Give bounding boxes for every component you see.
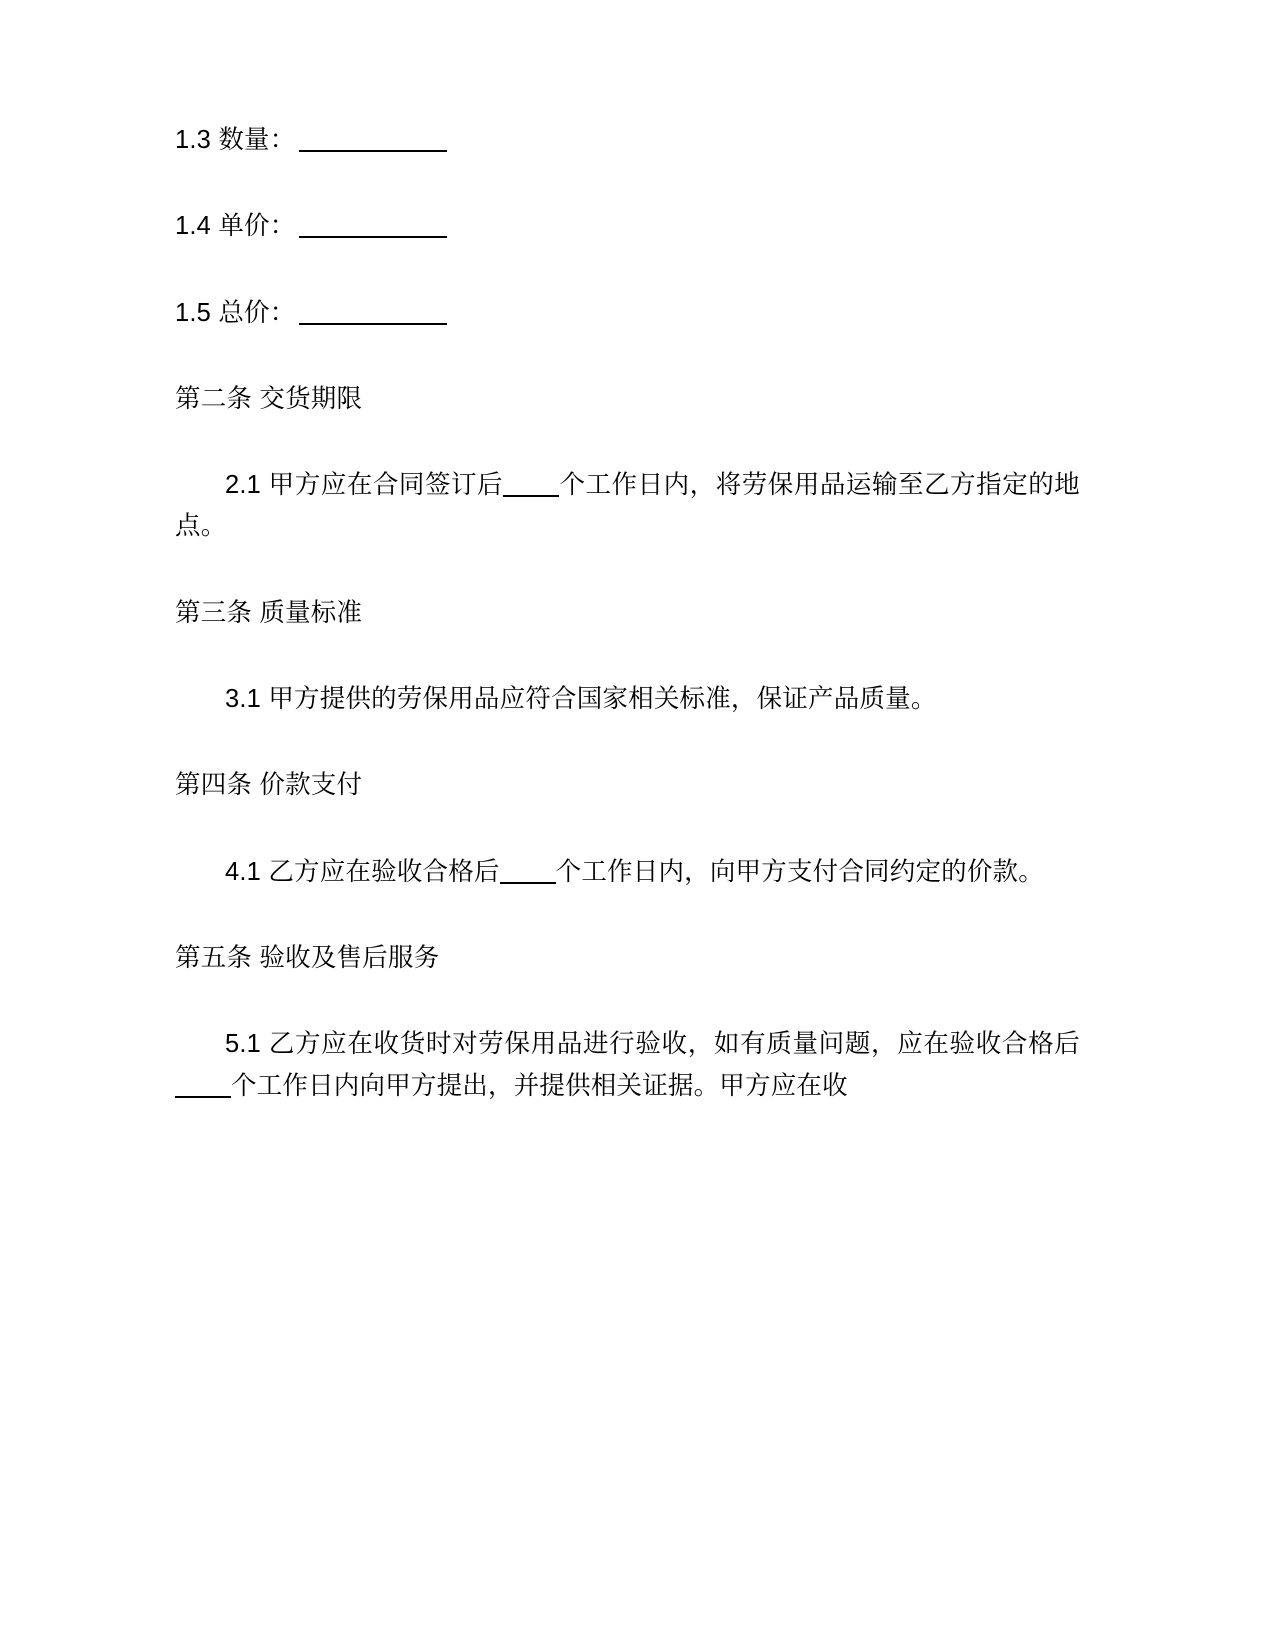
- fill-in-blank[interactable]: [299, 323, 447, 325]
- clause-delivery-term: [175, 465, 1080, 548]
- section-heading-payment: [175, 765, 1080, 806]
- clause-payment-term-prefix: 4.1 乙方应在验收合格后: [225, 857, 500, 886]
- clause-payment-term-suffix: 个工作日内，向甲方支付合同约定的价款。: [555, 857, 1044, 886]
- clause-unit-price-text: 1.4 单价：: [175, 212, 296, 241]
- clause-unit-price: [175, 206, 1080, 247]
- clause-quality-standard-text: 3.1 甲方提供的劳保用品应符合国家相关标准，保证产品质量。: [225, 685, 937, 714]
- clause-total-price: [175, 293, 1080, 334]
- section-heading-quality: [175, 593, 1080, 634]
- section-heading-acceptance: [175, 938, 1080, 979]
- clause-acceptance-term-suffix: 个工作日内向甲方提出，并提供相关证据。甲方应在收: [231, 1071, 848, 1100]
- clause-acceptance-term-prefix: 5.1 乙方应在收货时对劳保用品进行验收，如有质量问题，应在验收合格后: [225, 1030, 1080, 1059]
- clause-delivery-term-suffix: 个工作日内，将劳保用品运输至乙方指定的地点。: [175, 471, 1080, 541]
- section-heading-quality-text: 第三条 质量标准: [175, 598, 363, 627]
- clause-payment-term: [175, 852, 1080, 893]
- clause-acceptance-term: [175, 1024, 1080, 1107]
- section-heading-payment-text: 第四条 价款支付: [175, 771, 363, 800]
- clause-quantity: [175, 120, 1080, 161]
- clause-quality-standard: [175, 679, 1080, 720]
- fill-in-blank[interactable]: [503, 495, 559, 497]
- section-heading-acceptance-text: 第五条 验收及售后服务: [175, 943, 440, 972]
- document-body: [175, 120, 1080, 1107]
- clause-delivery-term-prefix: 2.1 甲方应在合同签订后: [225, 471, 504, 500]
- section-heading-delivery-text: 第二条 交货期限: [175, 384, 363, 413]
- fill-in-blank[interactable]: [299, 236, 447, 238]
- fill-in-blank[interactable]: [299, 150, 447, 152]
- fill-in-blank[interactable]: [175, 1096, 231, 1098]
- section-heading-delivery: [175, 379, 1080, 420]
- fill-in-blank[interactable]: [500, 882, 556, 884]
- clause-quantity-text: 1.3 数量：: [175, 126, 296, 154]
- clause-total-price-text: 1.5 总价：: [175, 298, 296, 327]
